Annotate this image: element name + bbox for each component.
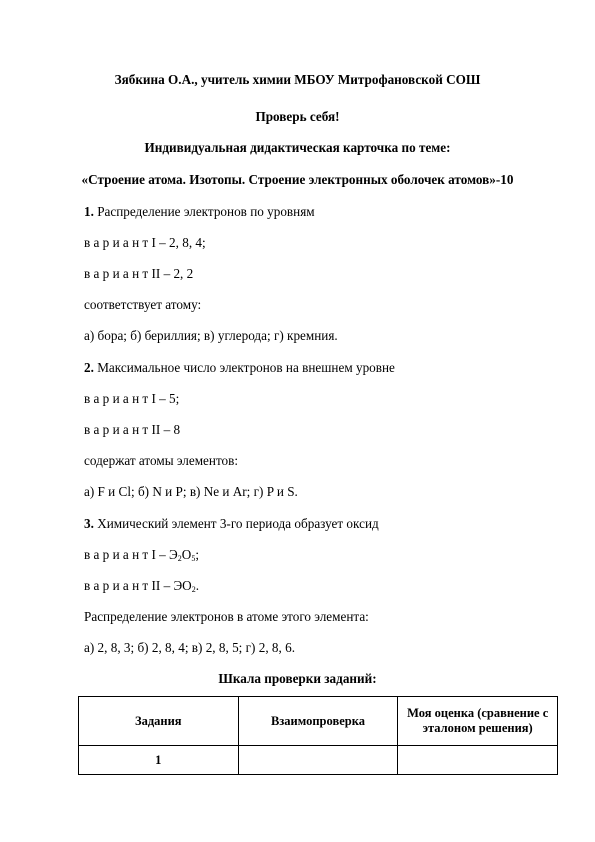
header-self-assessment: Моя оценка (сравнение с эталоном решения) xyxy=(398,697,558,746)
scoring-table xyxy=(78,696,558,775)
header-peer-check: Взаимопроверка xyxy=(238,697,398,746)
topic-title: «Строение атома. Изотопы. Строение электронных оболочек атомов»-10 xyxy=(81,172,514,187)
question-3-answers: а) 2, 8, 3; б) 2, 8, 4; в) 2, 8, 5; г) 2, 8, 6. xyxy=(84,640,296,655)
question-2-prompt: содержат атомы элементов: xyxy=(84,453,239,468)
question-1-prompt: соответствует атому: xyxy=(84,297,202,312)
question-2-answers: а) F и Cl; б) N и P; в) Ne и Ar; г) P и S. xyxy=(84,484,298,499)
question-3-prompt: Распределение электронов в атоме этого элемента: xyxy=(84,609,369,624)
table-header-row xyxy=(79,697,558,746)
table-row xyxy=(79,746,558,775)
question-2-text: Максимальное число электронов на внешнем уровне xyxy=(93,360,395,375)
task-number-cell: 1 xyxy=(79,746,239,775)
question-1-variant-2: в а р и а н т II – 2, 2 xyxy=(84,266,194,281)
question-2-number: 2. xyxy=(84,360,94,375)
self-assessment-cell xyxy=(398,746,558,775)
question-1-text: Распределение электронов по уровням xyxy=(93,204,315,219)
check-yourself-title: Проверь себя! xyxy=(255,109,340,124)
question-1-answers: а) бора; б) бериллия; в) углерода; г) кремния. xyxy=(84,328,338,343)
question-1 xyxy=(84,204,315,220)
question-3-variant-1: в а р и а н т I – $Э_2O_5$; xyxy=(84,547,199,563)
question-1-number: 1. xyxy=(84,204,94,219)
question-3-variant-2: в а р и а н т II – $ЭO_2$. xyxy=(84,578,199,594)
peer-check-cell xyxy=(238,746,398,775)
question-1-variant-1: в а р и а н т I – 2, 8, 4; xyxy=(84,235,206,250)
question-2-variant-2: в а р и а н т II – 8 xyxy=(84,422,181,437)
question-3-number: 3. xyxy=(84,516,94,531)
question-3 xyxy=(84,516,379,532)
author-line: Зябкина О.А., учитель химии МБОУ Митрофановской СОШ xyxy=(114,72,481,87)
header-tasks: Задания xyxy=(79,697,239,746)
card-title: Индивидуальная дидактическая карточка по теме: xyxy=(144,140,451,155)
question-3-text: Химический элемент 3-го периода образует оксид xyxy=(93,516,379,531)
question-2 xyxy=(84,360,395,376)
scale-title: Шкала проверки заданий: xyxy=(218,671,377,686)
question-2-variant-1: в а р и а н т I – 5; xyxy=(84,391,180,406)
